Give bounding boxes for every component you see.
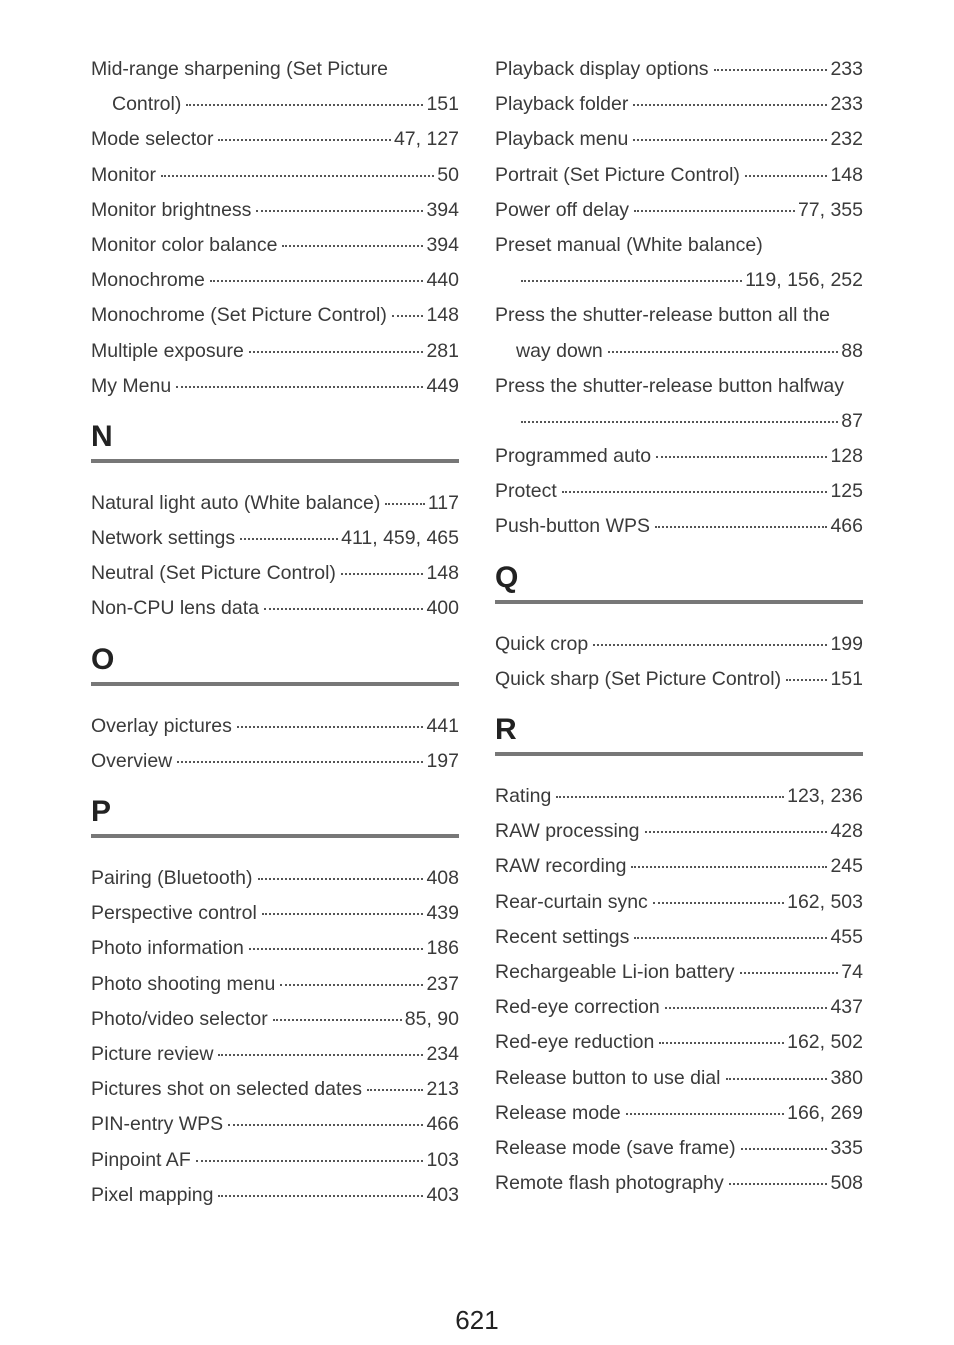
index-entry [91,486,459,521]
index-entry [91,967,459,1002]
index-entry [91,1143,459,1178]
dot-leader [786,678,827,681]
dot-leader [634,209,795,212]
index-entry [495,1096,863,1131]
page-reference: 148 [830,163,863,186]
page-reference: 186 [426,937,459,960]
page-reference: 437 [830,996,863,1019]
page-reference: 85, 90 [404,1007,459,1030]
index-entry [91,369,459,404]
index-term: Mid-range sharpening (Set Picture [91,58,388,80]
page-reference: 125 [830,480,863,503]
index-entry [91,1037,459,1072]
index-entry [91,521,459,556]
page-reference: 87 [841,409,863,432]
index-entry [91,591,459,626]
page-number: 621 [455,1305,499,1335]
index-term: Monitor brightness [91,198,252,221]
index-entry [495,439,863,474]
index-term: Photo information [91,937,244,960]
page-reference: 103 [426,1148,459,1171]
index-term: Programmed auto [495,445,652,468]
section-heading-r [495,709,863,779]
index-entry [495,920,863,955]
page-reference: 119, 156, 252 [745,269,863,292]
dot-leader [218,1053,423,1056]
page-reference: 117 [427,491,459,514]
index-entry [495,1131,863,1166]
index-group-p-continued [495,52,863,545]
index-term: Press the shutter-release button halfway [495,374,845,397]
index-entry [495,52,863,87]
dot-leader [653,901,784,904]
index-term: Playback display options [495,58,709,80]
index-entry [91,158,459,193]
index-term: Power off delay [495,198,630,221]
index-entry [495,263,863,298]
index-term: Monitor color balance [91,233,278,256]
dot-leader [273,1018,402,1021]
page-reference: 408 [426,867,459,889]
dot-leader [745,174,828,177]
section-letter: P [91,795,112,828]
page-reference: 166, 269 [787,1101,863,1124]
index-entry [495,158,863,193]
index-term: Release button to use dial [495,1066,721,1089]
page-reference: 77, 355 [797,198,863,221]
dot-leader [218,138,390,141]
index-group-m [91,52,459,404]
index-term: Playback menu [495,128,629,151]
index-entry [495,627,863,662]
index-term: Press the shutter-release button all the [495,304,830,327]
index-term: Quick crop [495,632,589,655]
dot-leader [714,68,828,71]
index-term: Non-CPU lens data [91,597,259,620]
index-group-n [91,486,459,627]
index-entry [91,556,459,591]
page-reference: 197 [426,749,459,772]
section-heading-p [91,791,459,861]
dot-leader [665,1006,828,1009]
dot-leader [176,385,423,388]
index-entry [495,87,863,122]
dot-leader [218,1194,423,1197]
dot-leader [196,1159,424,1162]
index-term: Red-eye correction [495,996,660,1019]
index-entry [495,955,863,990]
index-term: way down [516,339,603,362]
dot-leader [729,1182,828,1185]
page-reference: 411, 459, 465 [341,527,459,550]
section-rule [91,834,459,838]
page-reference: 466 [426,1113,459,1136]
index-term: Natural light auto (White balance) [91,491,381,514]
index-entry [91,52,459,87]
index-term: Recent settings [495,925,630,948]
dot-leader [656,455,827,458]
index-term: Release mode [495,1101,621,1124]
index-entry [495,885,863,920]
dot-leader [633,138,827,141]
index-entry [495,193,863,228]
section-heading-q [495,557,863,627]
index-term: Remote flash photography [495,1172,724,1195]
dot-leader [740,971,839,974]
index-entry [495,814,863,849]
page-reference: 394 [426,198,459,221]
page-reference: 508 [830,1172,863,1195]
index-term: Red-eye reduction [495,1031,655,1054]
page-reference: 232 [830,128,863,151]
page-reference: 403 [426,1183,459,1206]
dot-leader [282,244,423,247]
index-entry [495,122,863,157]
page-reference: 162, 503 [787,890,863,913]
page-reference: 428 [830,820,863,843]
index-term: Preset manual (White balance) [495,233,763,256]
dot-leader [634,936,827,939]
page-reference: 245 [830,855,863,878]
index-entry [91,334,459,369]
index-entry [495,990,863,1025]
index-term: Pixel mapping [91,1183,214,1206]
page-reference: 441 [426,714,459,737]
dot-leader [256,209,423,212]
index-term: Pinpoint AF [91,1148,191,1171]
page-reference: 148 [426,562,459,585]
index-term: Overview [91,749,173,772]
index-term: Portrait (Set Picture Control) [495,163,740,186]
index-term: Control) [112,93,182,116]
page-reference: 74 [841,960,863,983]
index-entry [91,1072,459,1107]
page-reference: 335 [830,1136,863,1159]
dot-leader [262,912,424,915]
right-column [495,52,863,1201]
page-reference: 128 [830,445,863,468]
page-reference: 466 [830,515,863,538]
index-term: Pairing (Bluetooth) [91,867,253,889]
index-term: Monitor [91,163,157,186]
dot-leader [186,103,423,106]
index-entry [91,298,459,333]
index-entry [495,228,863,263]
index-entry [495,334,863,369]
dot-leader [631,865,827,868]
section-rule [91,682,459,686]
index-entry [495,369,863,404]
dot-leader [210,279,424,282]
page-reference: 88 [841,339,863,362]
page-reference: 233 [830,93,863,116]
section-heading-n [91,416,459,486]
dot-leader [249,947,424,950]
index-term: Perspective control [91,902,257,925]
left-column [91,52,459,1213]
dot-leader [562,490,828,493]
page-reference: 148 [426,304,459,327]
dot-leader [521,279,742,282]
page-reference: 151 [830,667,863,690]
index-entry [495,404,863,439]
index-entry [495,849,863,884]
dot-leader [237,725,424,728]
page-reference: 380 [830,1066,863,1089]
dot-leader [556,795,784,798]
section-letter: R [495,713,517,746]
page-reference: 162, 502 [787,1031,863,1054]
index-term: Photo/video selector [91,1007,268,1030]
page-reference: 400 [426,597,459,620]
index-term: Picture review [91,1042,214,1065]
dot-leader [726,1077,828,1080]
index-term: Rating [495,785,552,807]
index-term: Overlay pictures [91,714,232,737]
page-reference: 233 [830,58,863,80]
index-entry [91,122,459,157]
dot-leader [240,537,338,540]
dot-leader [626,1112,784,1115]
section-rule [495,600,863,604]
index-term: Push-button WPS [495,515,650,538]
dot-leader [367,1088,423,1091]
index-entry [91,709,459,744]
dot-leader [249,350,424,353]
index-entry [91,193,459,228]
index-entry [495,298,863,333]
section-letter: N [91,419,113,453]
index-term: Rear-curtain sync [495,890,648,913]
index-entry [91,931,459,966]
dot-leader [608,350,839,353]
index-entry [495,474,863,509]
dot-leader [280,983,423,986]
index-entry [495,509,863,544]
section-rule [495,752,863,756]
index-entry [91,87,459,122]
index-group-q [495,627,863,697]
dot-leader [392,314,424,317]
dot-leader [161,174,434,177]
page-reference: 449 [426,374,459,397]
section-heading-o [91,639,459,709]
page-reference: 123, 236 [787,785,863,807]
index-term: Mode selector [91,128,214,151]
index-term: RAW recording [495,855,627,878]
index-term: Monochrome (Set Picture Control) [91,304,387,327]
index-term: Protect [495,480,557,503]
index-term: RAW processing [495,820,640,843]
index-term: Rechargeable Li-ion battery [495,960,735,983]
dot-leader [177,760,423,763]
index-entry [91,1107,459,1142]
index-entry [495,662,863,697]
page-reference: 281 [426,339,459,362]
dot-leader [645,830,828,833]
dot-leader [341,572,424,575]
index-term: My Menu [91,374,172,397]
page-reference: 455 [830,925,863,948]
dot-leader [593,643,827,646]
page-reference: 47, 127 [393,128,459,151]
page-reference: 199 [830,632,863,655]
index-term: Monochrome [91,269,205,292]
index-entry [91,263,459,298]
index-term: Pictures shot on selected dates [91,1078,362,1101]
dot-leader [633,103,827,106]
page-reference: 440 [426,269,459,292]
index-entry [91,896,459,931]
index-entry [91,228,459,263]
dot-leader [741,1147,828,1150]
index-term: PIN-entry WPS [91,1113,224,1136]
index-group-o [91,709,459,779]
index-entry [91,744,459,779]
index-entry [91,861,459,896]
dot-leader [521,420,838,423]
dot-leader [228,1123,423,1126]
page-reference: 439 [426,902,459,925]
page-reference: 394 [426,233,459,256]
index-group-r [495,779,863,1201]
page-reference: 213 [426,1078,459,1101]
dot-leader [655,525,827,528]
index-entry [91,1002,459,1037]
page-reference: 237 [426,972,459,995]
index-term: Multiple exposure [91,339,244,362]
index-term: Photo shooting menu [91,972,276,995]
dot-leader [258,877,424,880]
index-term: Neutral (Set Picture Control) [91,562,336,585]
index-entry [495,1166,863,1201]
index-entry [91,1178,459,1213]
index-term: Network settings [91,527,236,550]
page-reference: 50 [437,163,459,186]
dot-leader [659,1041,784,1044]
index-term: Quick sharp (Set Picture Control) [495,667,782,690]
index-term: Playback folder [495,93,629,116]
index-entry [495,1025,863,1060]
index-group-p [91,861,459,1213]
section-rule [91,459,459,463]
section-letter: O [91,642,115,676]
index-entry [495,779,863,814]
page-reference: 234 [426,1042,459,1065]
dot-leader [264,607,423,610]
section-letter: Q [495,560,519,594]
dot-leader [385,502,425,505]
page-reference: 151 [426,93,459,116]
index-entry [495,1061,863,1096]
index-term: Release mode (save frame) [495,1136,736,1159]
